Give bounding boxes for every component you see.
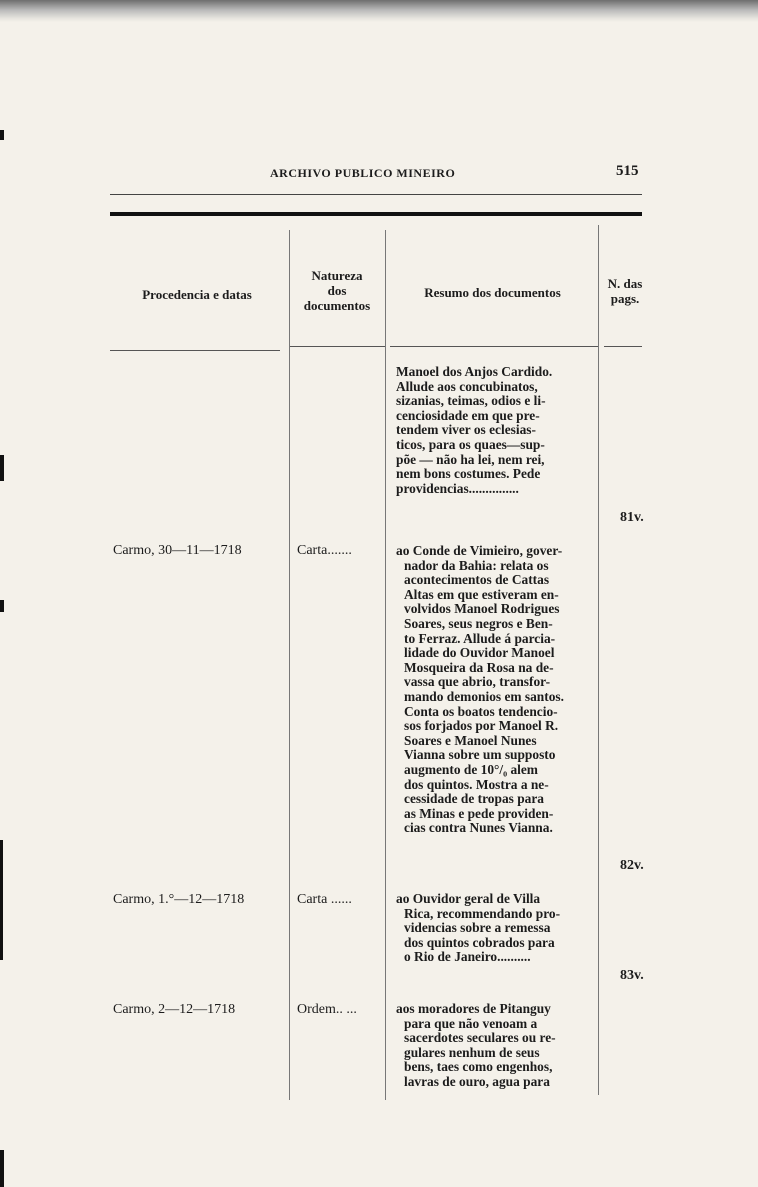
summary-line: augmento de 10°/₀ alem	[404, 761, 538, 777]
nature-cell: Ordem.. ...	[297, 1002, 357, 1017]
origin-cell: Carmo, 1.°—12—1718	[113, 892, 245, 907]
column-divider	[598, 225, 599, 1095]
summary-line: Soares e Manoel Nunes	[404, 732, 537, 748]
summary-line: cias contra Nunes Vianna.	[404, 820, 553, 836]
summary-line: videncias sobre a remessa	[404, 920, 551, 936]
header-bottom-rule	[604, 346, 642, 347]
summary-line: Altas em que estiveram en-	[404, 586, 559, 602]
summary-line: Conta os boatos tendencio-	[404, 703, 558, 719]
column-header-pages	[598, 276, 652, 306]
summary-line: to Ferraz. Allude á parcia-	[404, 630, 556, 646]
summary-line: tendem viver os eclesias-	[396, 422, 536, 438]
pages-cell: 81v.	[620, 510, 644, 525]
column-header-nature-line: documentos	[303, 298, 371, 313]
summary-line: Rica, recommendando pro-	[404, 905, 561, 921]
summary-line: ao Ouvidor geral de Villa	[396, 891, 541, 906]
summary-cell	[396, 544, 596, 836]
summary-cell	[396, 1002, 596, 1090]
summary-line: Mosqueira da Rosa na de-	[404, 659, 554, 675]
summary-line: põe — não ha lei, nem rei,	[396, 451, 545, 467]
page-number: 515	[616, 163, 639, 179]
summary-line: ticos, para os quaes—sup-	[396, 436, 545, 452]
summary-line: sacerdotes seculares ou re-	[404, 1030, 556, 1046]
summary-line: sizanias, teimas, odios e li-	[396, 393, 546, 409]
margin-mark	[0, 130, 4, 140]
nature-cell: Carta ......	[297, 892, 352, 907]
summary-line: mando demonios em santos.	[404, 688, 564, 704]
summary-line: nador da Bahia: relata os	[404, 557, 549, 573]
summary-line: cessidade de tropas para	[404, 791, 544, 807]
summary-line: Soares, seus negros e Ben-	[404, 615, 553, 631]
summary-line: as Minas e pede providen-	[404, 805, 554, 821]
margin-mark	[0, 1150, 4, 1187]
header-bottom-rule	[390, 346, 598, 347]
summary-cell	[396, 365, 596, 496]
summary-line: nem bons costumes. Pede	[396, 466, 541, 482]
column-header-pages-line: N. das	[607, 276, 643, 291]
summary-line: vassa que abrio, transfor-	[404, 674, 551, 690]
column-divider	[385, 230, 386, 1100]
column-header-origin: Procedencia e datas	[142, 287, 252, 302]
summary-line: lavras de ouro, agua para	[404, 1073, 550, 1089]
summary-line: o Rio de Janeiro..........	[404, 949, 531, 965]
header-rule	[110, 194, 642, 195]
summary-line: Manoel dos Anjos Cardido.	[396, 364, 553, 379]
pages-cell: 83v.	[620, 968, 644, 983]
summary-line: providencias...............	[396, 480, 519, 496]
summary-line: Vianna sobre um supposto	[404, 747, 556, 763]
margin-mark	[0, 600, 4, 612]
column-header-pages-line: pags.	[610, 291, 640, 306]
summary-line: para que não venoam a	[404, 1015, 538, 1031]
nature-cell: Carta.......	[297, 543, 352, 558]
column-header-nature-line: dos	[327, 283, 347, 298]
summary-cell	[396, 892, 596, 965]
summary-line: acontecimentos de Cattas	[404, 572, 550, 588]
summary-line: gulares nenhum de seus	[404, 1044, 540, 1060]
summary-line: Allude aos concubinatos,	[396, 378, 538, 394]
margin-mark	[0, 840, 3, 960]
column-header-summary: Resumo dos documentos	[424, 285, 561, 300]
header-bottom-rule	[110, 350, 280, 351]
scan-top-edge	[0, 0, 758, 22]
column-divider	[289, 230, 290, 1100]
origin-cell: Carmo, 30—11—1718	[113, 543, 242, 558]
summary-line: dos quintos. Mostra a ne-	[404, 776, 549, 792]
summary-line: bens, taes como engenhos,	[404, 1059, 553, 1075]
summary-line: cenciosidade em que pre-	[396, 407, 540, 423]
column-header-nature	[290, 268, 384, 313]
summary-line: dos quintos cobrados para	[404, 934, 555, 950]
margin-mark	[0, 455, 4, 481]
pages-cell: 82v.	[620, 858, 644, 873]
summary-line: volvidos Manoel Rodrigues	[404, 601, 560, 617]
running-header-title: ARCHIVO PUBLICO MINEIRO	[270, 166, 456, 180]
summary-line: sos forjados por Manoel R.	[404, 718, 559, 734]
header-bottom-rule	[290, 346, 385, 347]
summary-line: aos moradores de Pitanguy	[396, 1001, 551, 1016]
summary-line: lidade do Ouvidor Manoel	[404, 645, 555, 661]
column-header-nature-line: Natureza	[311, 268, 363, 283]
origin-cell: Carmo, 2—12—1718	[113, 1002, 236, 1017]
table-top-rule	[110, 212, 642, 216]
summary-line: ao Conde de Vimieiro, gover-	[396, 543, 563, 558]
